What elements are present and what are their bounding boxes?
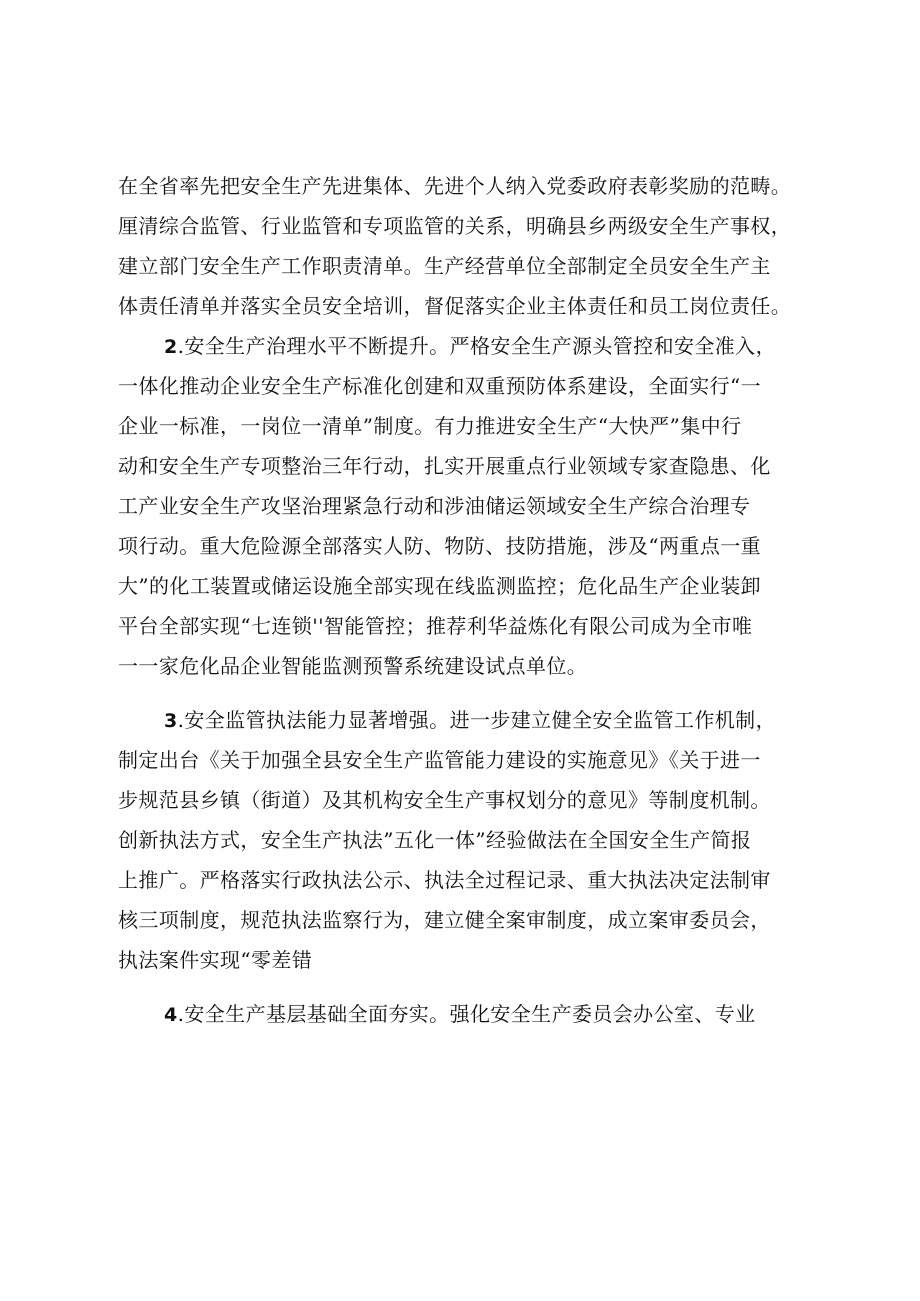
text-line: 步规范县乡镇（街道）及其机构安全生产事权划分的意见》等制度机制。 (118, 788, 771, 812)
text-line: 制定出台《关于加强全县安全生产监管能力建设的实施意见》《关于进一 (118, 748, 761, 772)
paragraph-2 (118, 326, 818, 686)
section-number: 3 (164, 710, 178, 732)
text-line: 一体化推动企业安全生产标准化创建和双重预防体系建设，全面实行“一 (118, 374, 762, 398)
section-heading-text: .安全监管执法能力显著增强。进一步建立健全安全监管工作机制， (177, 708, 776, 732)
section-heading-text: .安全生产治理水平不断提升。严格安全生产源头管控和安全准入， (177, 334, 776, 358)
text-line: 动和安全生产专项整治三年行动，扎实开展重点行业领域专家查隐患、化 (118, 454, 771, 478)
text-line: 企业一标准，一岗位一清单”制度。有力推进安全生产“大快严”集中行 (118, 414, 742, 438)
text-line: 工产业安全生产攻坚治理紧急行动和涉油储运领域安全生产综合治理专 (118, 494, 751, 518)
text-line: 创新执法方式，安全生产执法”五化一体”经验做法在全国安全生产简报 (118, 828, 752, 852)
section-number: 4 (164, 1004, 178, 1026)
paragraph-1 (118, 166, 818, 326)
section-heading-text: .安全生产基层基础全面夯实。强化安全生产委员会办公室、专业 (177, 1002, 756, 1026)
paragraph-4 (118, 994, 818, 1034)
text-line: 上推广。严格落实行政执法公示、执法全过程记录、重大执法决定法制审 (118, 868, 771, 892)
text-line (118, 994, 818, 1034)
text-line: 核三项制度，规范执法监察行为，建立健全案审制度，成立案审委员会， (118, 908, 771, 932)
paragraph-3 (118, 700, 818, 980)
text-line: 在全省率先把安全生产先进集体、先进个人纳入党委政府表彰奖励的范畴。 (118, 174, 792, 198)
text-line: 厘清综合监管、行业监管和专项监管的关系，明确县乡两级安全生产事权， (118, 214, 792, 238)
text-line: 平台全部实现“七连锁''智能管控；推荐利华益炼化有限公司成为全市唯 (118, 614, 753, 638)
text-line: 建立部门安全生产工作职责清单。生产经营单位全部制定全员安全生产主 (118, 254, 771, 278)
text-line: 执法案件实现“零差错 (118, 948, 313, 972)
text-line: 项行动。重大危险源全部落实人防、物防、技防措施，涉及“两重点一重 (118, 534, 762, 558)
document-body (118, 166, 818, 1034)
text-line: 体责任清单并落实全员安全培训，督促落实企业主体责任和员工岗位责任。 (118, 294, 792, 318)
text-line: 一一家危化品企业智能监测预警系统建设试点单位。 (118, 654, 588, 678)
text-line: 大”的化工装置或储运设施全部实现在线监测监控；危化品生产企业装卸 (118, 574, 762, 598)
text-line (118, 326, 818, 366)
text-line (118, 700, 818, 740)
section-number: 2 (164, 336, 178, 358)
